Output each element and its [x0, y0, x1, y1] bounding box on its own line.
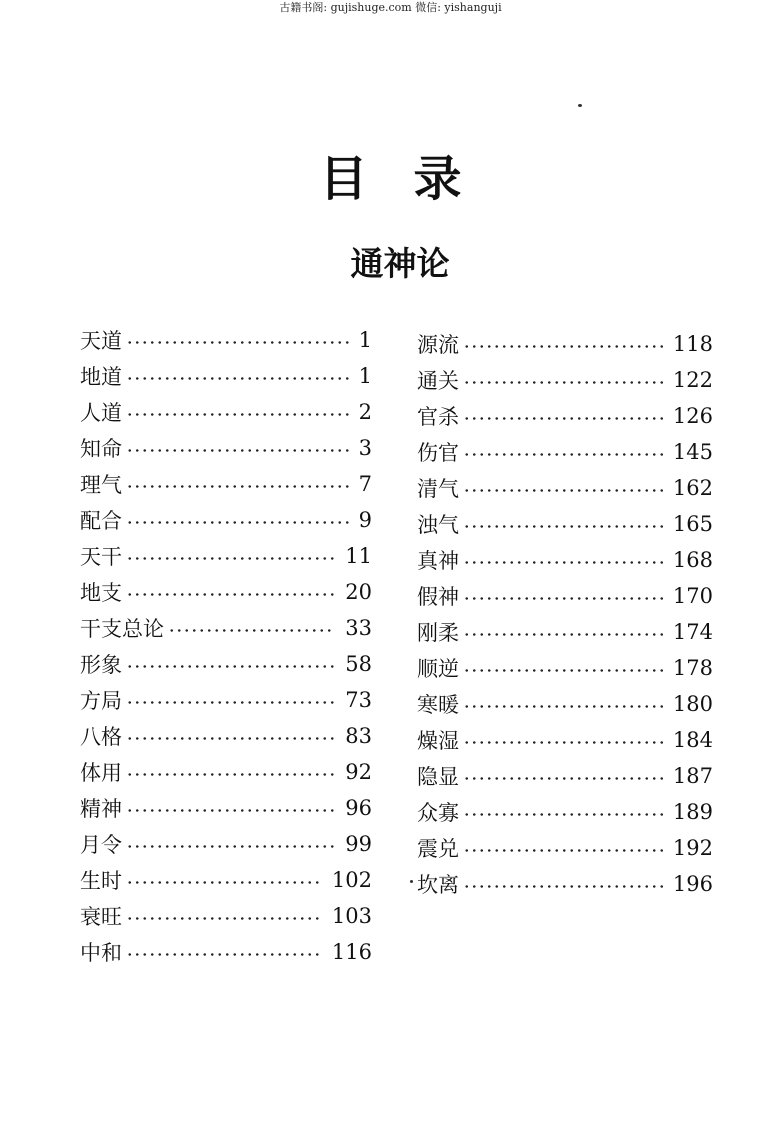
- toc-entry: [417, 758, 713, 794]
- dot-leader: [463, 669, 663, 672]
- toc-entry-title: 刚柔: [417, 621, 459, 645]
- toc-entry-title: 隐显: [417, 765, 459, 789]
- toc-entry-page: 58: [345, 652, 372, 676]
- toc-entry: [80, 610, 372, 646]
- toc-right-column: [417, 326, 713, 902]
- toc-entry-title: 震兑: [417, 837, 459, 861]
- dot-leader: [126, 917, 322, 920]
- dot-leader: [463, 561, 663, 564]
- dot-leader: [126, 341, 349, 344]
- toc-entry: [80, 718, 372, 754]
- toc-entry: [417, 614, 713, 650]
- dot-leader: [463, 777, 663, 780]
- toc-entry-title: 地支: [80, 581, 122, 605]
- toc-entry-page: 170: [672, 584, 713, 608]
- dot-leader: [168, 629, 335, 632]
- toc-entry: [417, 542, 713, 578]
- toc-entry-title: 官杀: [417, 405, 459, 429]
- toc-entry-page: 11: [345, 544, 372, 568]
- toc-entry-title: 真神: [417, 549, 459, 573]
- toc-entry: [417, 794, 713, 830]
- toc-entry-page: 96: [345, 796, 372, 820]
- toc-entry-page: 122: [672, 368, 713, 392]
- dot-leader: [126, 485, 349, 488]
- toc-entry-title: 浊气: [417, 513, 459, 537]
- toc-entry-page: 162: [672, 476, 713, 500]
- toc-entry: [417, 506, 713, 542]
- toc-entry: [80, 934, 372, 970]
- toc-entry-page: 33: [345, 616, 372, 640]
- dot-leader: [126, 665, 335, 668]
- toc-entry: [80, 826, 372, 862]
- toc-entry-page: 196: [672, 872, 713, 896]
- toc-entry: [417, 578, 713, 614]
- toc-entry-title: 清气: [417, 477, 459, 501]
- toc-entry-page: 180: [672, 692, 713, 716]
- dot-leader: [126, 881, 322, 884]
- toc-entry-title: 方局: [80, 689, 122, 713]
- toc-entry-page: 168: [672, 548, 713, 572]
- toc-entry: [80, 358, 372, 394]
- toc-entry-title: 八格: [80, 725, 122, 749]
- dot-leader: [463, 885, 663, 888]
- toc-entry-title: 精神: [80, 797, 122, 821]
- toc-entry-title: 天干: [80, 545, 122, 569]
- toc-entry-title: 燥湿: [417, 729, 459, 753]
- dot-leader: [126, 845, 335, 848]
- dot-leader: [126, 449, 349, 452]
- toc-entry-title: 月令: [80, 833, 122, 857]
- dot-leader: [463, 705, 663, 708]
- toc-entry: [80, 538, 372, 574]
- toc-entry-page: 102: [331, 868, 372, 892]
- toc-entry-page: 73: [345, 688, 372, 712]
- toc-entry: [417, 326, 713, 362]
- dot-leader: [126, 413, 349, 416]
- toc-entry-page: 1: [358, 328, 372, 352]
- toc-entry-page: 103: [331, 904, 372, 928]
- toc-entry: [80, 322, 372, 358]
- toc-entry-page: 83: [345, 724, 372, 748]
- toc-entry-title: 体用: [80, 761, 122, 785]
- dot-leader: [463, 489, 663, 492]
- toc-entry: [80, 754, 372, 790]
- dot-leader: [126, 737, 335, 740]
- dot-leader: [463, 741, 663, 744]
- toc-entry-page: 145: [672, 440, 713, 464]
- toc-entry: [80, 394, 372, 430]
- toc-entry-title: 顺逆: [417, 657, 459, 681]
- toc-entry-title: 假神: [417, 585, 459, 609]
- toc-entry-title: 众寡: [417, 801, 459, 825]
- dot-leader: [126, 809, 335, 812]
- dot-leader: [463, 633, 663, 636]
- dot-leader: [126, 593, 335, 596]
- dot-leader: [463, 417, 663, 420]
- toc-entry: [417, 686, 713, 722]
- toc-entry-title: 配合: [80, 509, 122, 533]
- toc-entry: [417, 434, 713, 470]
- toc-entry-title: 衰旺: [80, 905, 122, 929]
- dot-leader: [463, 381, 663, 384]
- scan-speck: [578, 104, 582, 107]
- toc-entry-page: 9: [358, 508, 372, 532]
- toc-entry-page: 187: [672, 764, 713, 788]
- scan-speck: [410, 880, 413, 883]
- dot-leader: [126, 557, 335, 560]
- toc-entry-page: 1: [358, 364, 372, 388]
- toc-entry: [417, 470, 713, 506]
- toc-entry-page: 174: [672, 620, 713, 644]
- toc-entry-page: 178: [672, 656, 713, 680]
- toc-left-column: [80, 322, 372, 970]
- dot-leader: [463, 813, 663, 816]
- toc-entry: [417, 398, 713, 434]
- toc-entry-page: 7: [358, 472, 372, 496]
- toc-entry: [417, 830, 713, 866]
- toc-entry-title: 干支总论: [80, 617, 164, 641]
- toc-entry-page: 99: [345, 832, 372, 856]
- toc-entry-title: 生时: [80, 869, 122, 893]
- section-title: 通神论: [350, 244, 450, 283]
- toc-entry-page: 192: [672, 836, 713, 860]
- toc-entry-title: 寒暖: [417, 693, 459, 717]
- toc-entry-title: 中和: [80, 941, 122, 965]
- dot-leader: [126, 377, 349, 380]
- dot-leader: [463, 453, 663, 456]
- toc-entry: [417, 362, 713, 398]
- toc-entry-title: 知命: [80, 437, 122, 461]
- toc-entry-page: 3: [358, 436, 372, 460]
- page-title: 目录: [319, 151, 508, 207]
- toc-entry: [80, 898, 372, 934]
- toc-entry-page: 165: [672, 512, 713, 536]
- toc-entry-title: 形象: [80, 653, 122, 677]
- toc-entry: [80, 682, 372, 718]
- dot-leader: [463, 597, 663, 600]
- toc-entry-page: 92: [345, 760, 372, 784]
- toc-entry-title: 伤官: [417, 441, 459, 465]
- dot-leader: [463, 345, 663, 348]
- toc-entry: [80, 502, 372, 538]
- toc-entry-page: 189: [672, 800, 713, 824]
- toc-entry-page: 20: [345, 580, 372, 604]
- dot-leader: [463, 525, 663, 528]
- dot-leader: [126, 953, 322, 956]
- toc-entry: [80, 646, 372, 682]
- toc-entry: [417, 722, 713, 758]
- toc-entry: [80, 862, 372, 898]
- toc-entry: [417, 650, 713, 686]
- toc-entry: [80, 430, 372, 466]
- toc-entry-page: 184: [672, 728, 713, 752]
- toc-entry-title: 天道: [80, 329, 122, 353]
- source-watermark: 古籍书阁: gujishuge.com 微信: yishanguji: [279, 1, 502, 14]
- toc-entry: [80, 790, 372, 826]
- toc-entry-title: 源流: [417, 333, 459, 357]
- toc-entry-title: 理气: [80, 473, 122, 497]
- toc-entry-page: 2: [358, 400, 372, 424]
- dot-leader: [126, 773, 335, 776]
- dot-leader: [126, 521, 349, 524]
- toc-entry: [417, 866, 713, 902]
- toc-entry-title: 地道: [80, 365, 122, 389]
- toc-entry-title: 坎离: [417, 873, 459, 897]
- toc-entry: [80, 466, 372, 502]
- toc-entry-page: 116: [331, 940, 372, 964]
- toc-entry: [80, 574, 372, 610]
- dot-leader: [126, 701, 335, 704]
- toc-entry-title: 通关: [417, 369, 459, 393]
- dot-leader: [463, 849, 663, 852]
- toc-entry-page: 118: [672, 332, 713, 356]
- toc-entry-page: 126: [672, 404, 713, 428]
- toc-entry-title: 人道: [80, 401, 122, 425]
